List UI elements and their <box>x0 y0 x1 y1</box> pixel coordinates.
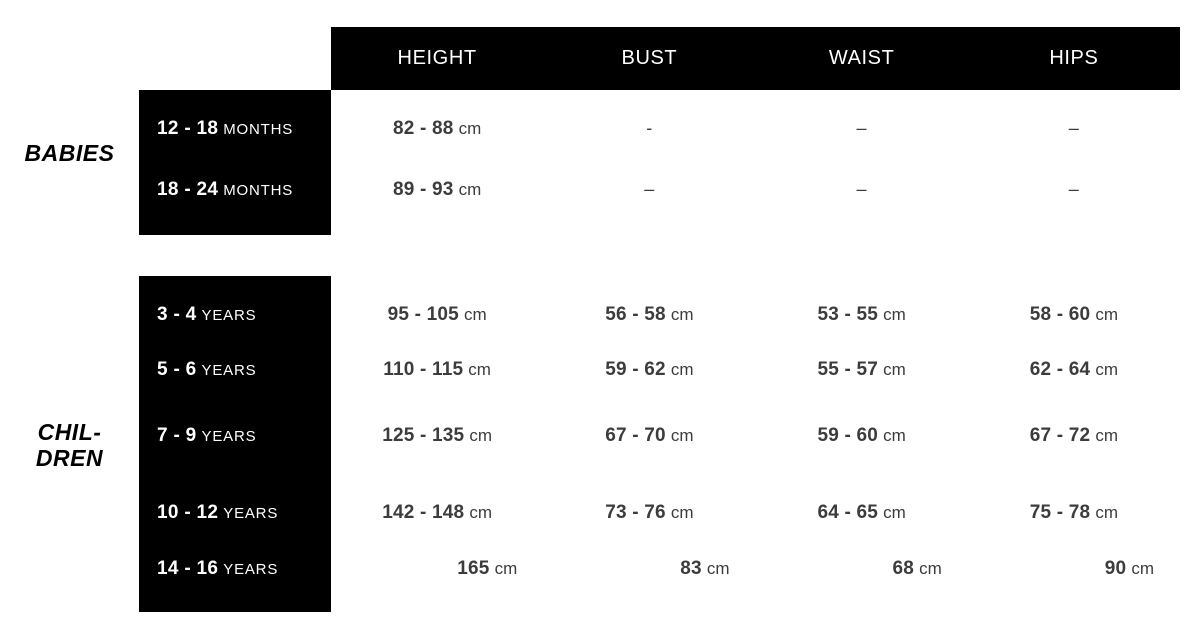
cell-value: 110 - 115 <box>383 359 464 380</box>
row-age-value: 5 - 6 <box>157 359 197 380</box>
cell-value: 89 - 93 <box>393 179 454 200</box>
cell-height <box>331 558 543 580</box>
row-age-label <box>139 118 331 140</box>
cell-unit: cm <box>670 360 694 379</box>
row-cells <box>331 425 1180 447</box>
cell-value: 64 - 65 <box>817 502 879 523</box>
cell-unit: cm <box>494 559 518 578</box>
row-age-unit: YEARS <box>201 307 257 324</box>
cell-bust <box>543 118 755 140</box>
cell-value: 59 - 62 <box>605 359 666 380</box>
cell-unit: cm <box>463 305 487 324</box>
cell-unit: cm <box>1131 559 1154 578</box>
cell-unit: cm <box>1095 503 1118 522</box>
cell-bust <box>543 502 755 524</box>
cell-value: 53 - 55 <box>817 304 879 325</box>
cell-bust <box>543 304 755 326</box>
cell-bust <box>543 359 755 381</box>
cell-waist <box>756 558 968 580</box>
row-cells <box>331 502 1180 524</box>
cell-hips <box>968 558 1180 580</box>
table-row <box>139 296 1180 334</box>
group-title-children-line1: CHIL- <box>37 419 102 445</box>
row-age-unit: YEARS <box>201 362 257 379</box>
row-age-value: 14 - 16 <box>157 558 219 579</box>
cell-value: – <box>856 118 867 138</box>
table-row <box>139 494 1180 532</box>
cell-value: 58 - 60 <box>1029 304 1091 325</box>
cell-waist <box>756 304 968 326</box>
cell-unit: cm <box>706 559 730 578</box>
cell-waist <box>756 502 968 524</box>
row-age-unit: MONTHS <box>223 182 294 199</box>
row-age-value: 18 - 24 <box>157 179 219 200</box>
group-title-children-line2: DREN <box>35 445 104 472</box>
row-age-label <box>139 304 331 326</box>
cell-unit: cm <box>468 360 491 379</box>
cell-unit: cm <box>469 503 492 522</box>
cell-value: 125 - 135 <box>382 425 465 446</box>
table-row <box>139 417 1180 455</box>
cell-unit: cm <box>883 426 906 445</box>
table-header-row <box>331 27 1180 90</box>
cell-value: 90 <box>1104 558 1127 579</box>
cell-unit: cm <box>670 426 694 445</box>
row-age-unit: MONTHS <box>223 121 294 138</box>
cell-value: 67 - 70 <box>605 425 666 446</box>
cell-height <box>331 502 543 524</box>
cell-value: 83 <box>680 558 702 579</box>
cell-value: 73 - 76 <box>605 502 666 523</box>
cell-hips <box>968 502 1180 524</box>
cell-hips <box>968 304 1180 326</box>
cell-value: 95 - 105 <box>387 304 459 325</box>
cell-height <box>331 304 543 326</box>
row-age-value: 12 - 18 <box>157 118 219 139</box>
cell-value: 75 - 78 <box>1029 502 1091 523</box>
cell-hips <box>968 359 1180 381</box>
cell-unit: cm <box>1095 360 1118 379</box>
row-age-unit: YEARS <box>223 505 279 522</box>
table-row <box>139 351 1180 389</box>
cell-value: 55 - 57 <box>817 359 879 380</box>
row-cells <box>331 558 1180 580</box>
cell-value: - <box>646 118 653 138</box>
cell-waist <box>756 118 968 140</box>
group-title-babies: BABIES <box>24 140 115 166</box>
cell-height <box>331 179 543 201</box>
cell-unit: cm <box>883 305 906 324</box>
cell-bust <box>543 179 755 201</box>
cell-value: 59 - 60 <box>817 425 879 446</box>
cell-value: 62 - 64 <box>1029 359 1091 380</box>
cell-unit: cm <box>1095 305 1118 324</box>
cell-bust <box>543 558 755 580</box>
cell-unit: cm <box>1095 426 1118 445</box>
cell-hips <box>968 425 1180 447</box>
cell-value: – <box>644 179 655 199</box>
row-age-unit: YEARS <box>201 428 257 445</box>
cell-waist <box>756 359 968 381</box>
row-age-label <box>139 558 331 580</box>
cell-unit: cm <box>458 119 482 138</box>
cell-unit: cm <box>883 360 906 379</box>
column-header-hips: HIPS <box>1049 47 1099 69</box>
row-age-unit: YEARS <box>223 561 279 578</box>
cell-waist <box>756 425 968 447</box>
cell-height <box>331 425 543 447</box>
cell-unit: cm <box>670 305 694 324</box>
cell-unit: cm <box>458 180 482 199</box>
group-title-children <box>0 419 139 472</box>
cell-unit: cm <box>670 503 694 522</box>
row-cells <box>331 118 1180 140</box>
table-row <box>139 550 1180 588</box>
cell-unit: cm <box>919 559 942 578</box>
cell-value: 165 <box>457 558 490 579</box>
cell-bust <box>543 425 755 447</box>
row-age-label <box>139 179 331 201</box>
cell-value: 82 - 88 <box>393 118 454 139</box>
cell-value: 142 - 148 <box>382 502 465 523</box>
row-age-label <box>139 359 331 381</box>
row-age-value: 7 - 9 <box>157 425 197 446</box>
table-row <box>139 110 1180 148</box>
row-age-value: 3 - 4 <box>157 304 197 325</box>
cell-height <box>331 359 543 381</box>
cell-hips <box>968 118 1180 140</box>
column-header-bust: BUST <box>621 47 678 69</box>
cell-waist <box>756 179 968 201</box>
cell-value: 56 - 58 <box>605 304 666 325</box>
table-row <box>139 171 1180 209</box>
cell-hips <box>968 179 1180 201</box>
cell-value: 67 - 72 <box>1029 425 1091 446</box>
cell-value: 68 <box>892 558 915 579</box>
row-cells <box>331 304 1180 326</box>
row-cells <box>331 179 1180 201</box>
row-age-value: 10 - 12 <box>157 502 219 523</box>
cell-unit: cm <box>469 426 492 445</box>
column-header-height: HEIGHT <box>397 47 477 69</box>
cell-unit: cm <box>883 503 906 522</box>
cell-value: – <box>1068 118 1079 138</box>
cell-height <box>331 118 543 140</box>
column-header-waist: WAIST <box>828 47 895 69</box>
row-age-label <box>139 502 331 524</box>
cell-value: – <box>1068 179 1079 199</box>
cell-value: – <box>856 179 867 199</box>
row-cells <box>331 359 1180 381</box>
row-age-label <box>139 425 331 447</box>
